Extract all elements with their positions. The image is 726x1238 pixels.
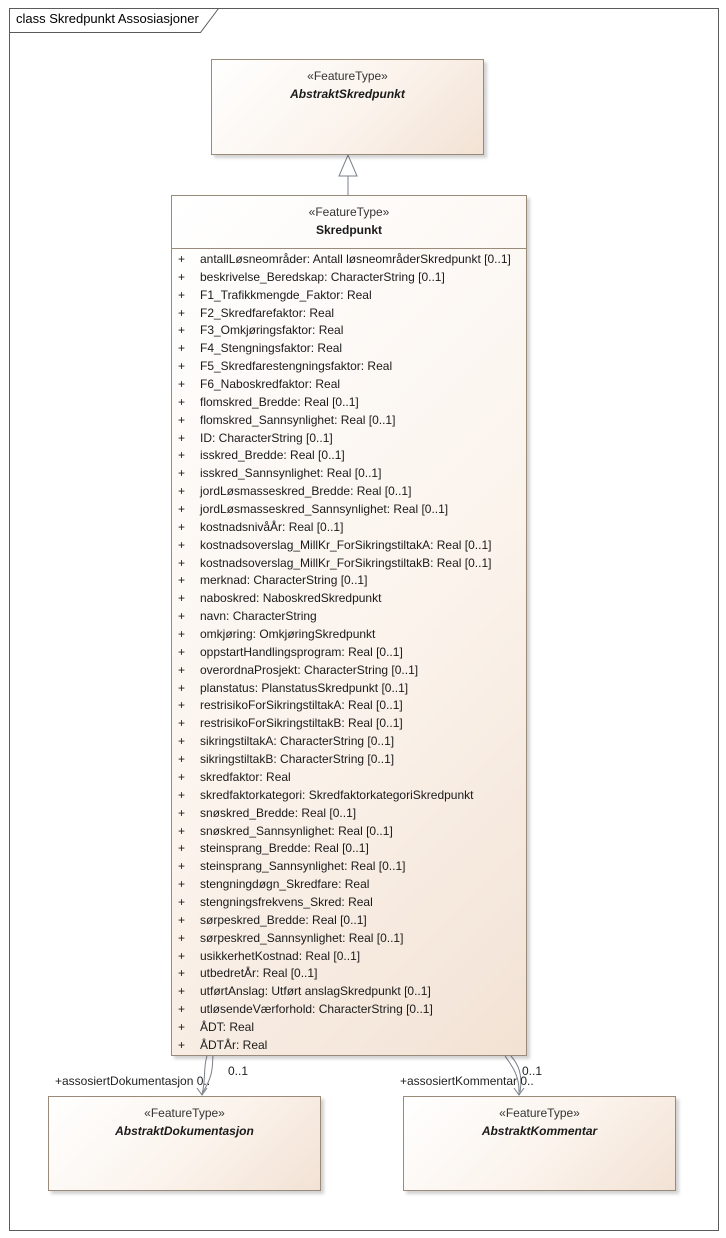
attribute-text: stengningsfrekvens_Skred: Real [200,894,373,909]
attribute-visibility: + [178,537,186,552]
attribute-text: jordLøsmasseskred_Sannsynlighet: Real [0..1] [200,502,449,517]
attribute-visibility: + [178,323,186,338]
attribute-visibility: + [178,966,186,981]
attribute-row [172,608,526,626]
attribute-text: sikringstiltakB: CharacterString [0..1] [200,752,395,767]
multiplicity-dokumentasjon-source: 0..1 [228,1064,249,1078]
attribute-visibility: + [178,269,186,284]
attribute-text: oppstartHandlingsprogram: Real [0..1] [200,644,403,659]
attribute-text: snøskred_Sannsynlighet: Real [0..1] [200,823,393,838]
attribute-row [172,983,526,1001]
attribute-text: stengningdøgn_Skredfare: Real [200,877,370,892]
attribute-visibility: + [178,1002,186,1017]
attribute-visibility: + [178,752,186,767]
attribute-row [172,430,526,448]
attribute-row [172,805,526,823]
attribute-visibility: + [178,430,186,445]
class-name: Skredpunkt [315,223,382,237]
attribute-text: steinsprang_Sannsynlighet: Real [0..1] [200,859,406,874]
attribute-text: ID: CharacterString [0..1] [200,430,333,445]
attribute-visibility: + [178,484,186,499]
attribute-row [172,894,526,912]
diagram-title: class Skredpunkt Assosiasjoner [16,11,199,26]
attribute-row [172,1037,526,1055]
attribute-row [172,251,526,269]
attribute-text: sørpeskred_Bredde: Real [0..1] [200,912,367,927]
attribute-row [172,662,526,680]
attribute-visibility: + [178,680,186,695]
attribute-compartment-divider [172,248,526,249]
attribute-text: steinsprang_Bredde: Real [0..1] [200,841,369,856]
attribute-text: antallLøsneområder: Antall løsneområderSkredpunkt [0..1] [200,252,511,266]
attribute-visibility: + [178,823,186,838]
multiplicity-kommentar-source: 0..1 [522,1064,543,1078]
attribute-visibility: + [178,573,186,588]
attribute-visibility: + [178,662,186,677]
attribute-row [172,733,526,751]
attribute-text: isskred_Sannsynlighet: Real [0..1] [200,466,382,481]
attribute-text: restrisikoForSikringstiltakB: Real [0..1] [200,716,403,731]
attribute-row [172,483,526,501]
attribute-text: utførtAnslag: Utført anslagSkredpunkt [0..1] [200,984,431,999]
attribute-visibility: + [178,877,186,892]
attribute-row [172,680,526,698]
attribute-visibility: + [178,984,186,999]
attribute-row [172,1019,526,1037]
attribute-text: ÅDT: Real [200,1019,255,1034]
attribute-text: sørpeskred_Sannsynlighet: Real [0..1] [200,930,404,945]
attribute-row [172,465,526,483]
attribute-visibility: + [178,341,186,356]
class-name: AbstraktDokumentasjon [115,1124,254,1138]
attribute-row [172,394,526,412]
attribute-text: navn: CharacterString [200,609,317,624]
attribute-row [172,858,526,876]
attribute-text: F2_Skredfarefaktor: Real [200,305,335,320]
attribute-text: utløsendeVærforhold: CharacterString [0..1] [200,1002,433,1017]
attribute-visibility: + [178,698,186,713]
attribute-visibility: + [178,412,186,427]
attribute-visibility: + [178,359,186,374]
attribute-visibility: + [178,377,186,392]
attribute-text: flomskred_Sannsynlighet: Real [0..1] [200,412,396,427]
attribute-row [172,715,526,733]
attribute-text: snøskred_Bredde: Real [0..1] [200,805,357,820]
attribute-visibility: + [178,252,186,266]
attribute-row [172,555,526,573]
attribute-visibility: + [178,519,186,534]
attribute-visibility: + [178,930,186,945]
stereotype-label: «FeatureType» [307,69,388,83]
role-assosiert-kommentar: +assosiertKommentar 0.. [400,1074,534,1088]
attribute-row [172,769,526,787]
attribute-row [172,590,526,608]
attribute-visibility: + [178,287,186,302]
attribute-visibility: + [178,912,186,927]
stereotype-label: «FeatureType» [144,1106,225,1120]
attribute-text: isskred_Bredde: Real [0..1] [200,448,345,463]
attribute-row [172,572,526,590]
attribute-visibility: + [178,805,186,820]
attribute-row [172,269,526,287]
class-abstrakt-dokumentasjon[interactable] [48,1096,321,1191]
stereotype-label: «FeatureType» [499,1106,580,1120]
attribute-text: restrisikoForSikringstiltakA: Real [0..1] [200,698,403,713]
attribute-visibility: + [178,734,186,749]
attribute-visibility: + [178,716,186,731]
attribute-row [172,626,526,644]
attribute-row [172,965,526,983]
attribute-visibility: + [178,305,186,320]
stereotype-label: «FeatureType» [308,205,390,219]
attribute-row [172,537,526,555]
attribute-visibility: + [178,894,186,909]
attribute-visibility: + [178,1037,186,1052]
attribute-text: planstatus: PlanstatusSkredpunkt [0..1] [200,680,409,695]
attribute-row [172,644,526,662]
attribute-visibility: + [178,787,186,802]
attribute-visibility: + [178,394,186,409]
attribute-text: omkjøring: OmkjøringSkredpunkt [200,627,376,642]
attribute-visibility: + [178,448,186,463]
attribute-visibility: + [178,502,186,517]
attribute-text: flomskred_Bredde: Real [0..1] [200,394,359,409]
attribute-row [172,519,526,537]
attribute-visibility: + [178,609,186,624]
attribute-visibility: + [178,627,186,642]
attribute-text: merknad: CharacterString [0..1] [200,573,368,588]
class-name: AbstraktKommentar [481,1124,598,1138]
attribute-row [172,340,526,358]
attribute-text: ÅDTÅr: Real [200,1037,268,1052]
attribute-visibility: + [178,859,186,874]
attribute-text: F6_Naboskredfaktor: Real [200,377,341,392]
attribute-row [172,948,526,966]
attribute-visibility: + [178,841,186,856]
attribute-text: beskrivelse_Beredskap: CharacterString [0..1] [200,269,445,284]
attribute-row [172,751,526,769]
class-abstrakt-skredpunkt[interactable] [211,59,484,155]
attribute-text: overordnaProsjekt: CharacterString [0..1] [200,662,419,677]
attribute-row [172,876,526,894]
attribute-visibility: + [178,555,186,570]
attribute-row [172,697,526,715]
class-name: AbstraktSkredpunkt [290,87,405,101]
attribute-visibility: + [178,1019,186,1034]
attribute-row [172,376,526,394]
generalization-arrowhead [339,155,357,176]
attribute-row [172,912,526,930]
attribute-text: F1_Trafikkmengde_Faktor: Real [200,287,372,302]
attribute-row [172,840,526,858]
attribute-row [172,823,526,841]
attribute-text: F5_Skredfarestengningsfaktor: Real [200,359,393,374]
attribute-row [172,787,526,805]
attribute-text: kostnadsoverslag_MillKr_ForSikringstiltakB: Real [0..1] [200,555,492,570]
attribute-text: skredfaktor: Real [200,769,291,784]
attribute-list [172,251,526,1055]
attribute-text: skredfaktorkategori: SkredfaktorkategoriSkredpunkt [200,787,474,802]
attribute-text: kostnadsnivåÅr: Real [0..1] [200,519,344,534]
attribute-row [172,322,526,340]
attribute-row [172,287,526,305]
attribute-visibility: + [178,591,186,606]
class-abstrakt-kommentar[interactable] [403,1096,676,1191]
attribute-visibility: + [178,769,186,784]
attribute-text: sikringstiltakA: CharacterString [0..1] [200,734,395,749]
attribute-text: usikkerhetKostnad: Real [0..1] [200,948,361,963]
attribute-row [172,930,526,948]
attribute-text: jordLøsmasseskred_Bredde: Real [0..1] [200,484,412,499]
attribute-row [172,501,526,519]
class-skredpunkt[interactable] [171,195,527,1056]
attribute-visibility: + [178,466,186,481]
attribute-text: F3_Omkjøringsfaktor: Real [200,323,344,338]
attribute-text: kostnadsoverslag_MillKr_ForSikringstiltakA: Real [0..1] [200,537,492,552]
role-assosiert-dokumentasjon: +assosiertDokumentasjon 0.. [55,1074,211,1088]
attribute-visibility: + [178,644,186,659]
attribute-text: utbedretÅr: Real [0..1] [200,966,318,981]
attribute-row [172,447,526,465]
attribute-row [172,1001,526,1019]
attribute-row [172,305,526,323]
attribute-text: naboskred: NaboskredSkredpunkt [200,591,382,606]
attribute-visibility: + [178,948,186,963]
attribute-row [172,412,526,430]
attribute-text: F4_Stengningsfaktor: Real [200,341,343,356]
attribute-row [172,358,526,376]
